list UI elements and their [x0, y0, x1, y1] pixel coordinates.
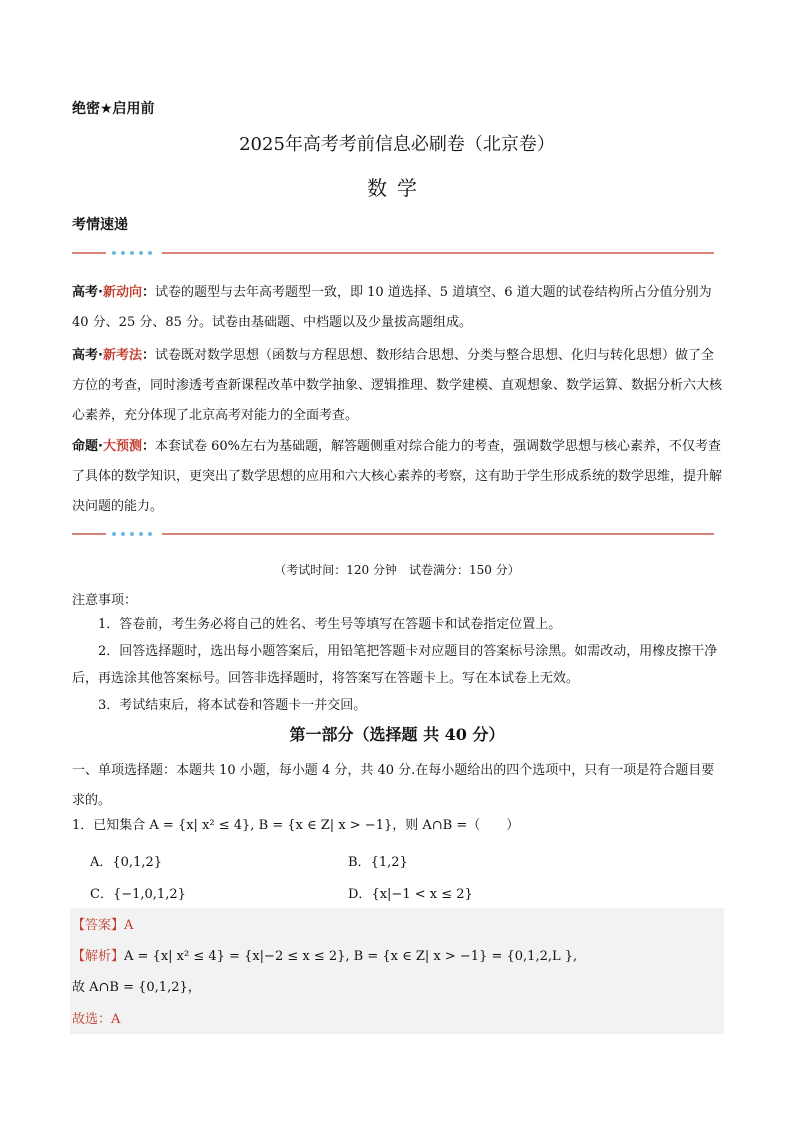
question-1-option-d: D．{x|−1 < x ≤ 2} [348, 887, 473, 902]
choose-line: 故选：A [72, 1012, 121, 1027]
question-1-stem: 1．已知集合 A = {x| x² ≤ 4}, B = {x ∈ Z| x > −1}，则 A∩B =（ ） [72, 818, 520, 833]
section-heading: 一、单项选择题：本题共 10 小题，每小题 4 分，共 40 分.在每小题给出的四个选项中，只有一项是符合题目要求的。 [72, 763, 715, 808]
answer-line: 【答案】A [72, 918, 134, 933]
subject-title: 数学 [367, 176, 427, 200]
notice-item-2: 2．回答选择题时，选出每小题答案后，用铅笔把答题卡对应题目的答案标号涂黑。如需改动，用橡皮擦干净后，再选涂其他答案标号。回答非选择题时，将答案写在答题卡上。写在本试卷上无效。 [72, 644, 718, 686]
decorative-divider-top [72, 246, 714, 260]
analysis-line: 【解析】A = {x| x² ≤ 4} = {x|−2 ≤ x ≤ 2}, B = {x ∈ Z| x > −1} = {0,1,2,L }, [72, 949, 578, 964]
exam-info: （考试时间：120 分钟 试卷满分：150 分） [274, 563, 520, 577]
question-1-option-c: C．{−1,0,1,2} [90, 887, 186, 902]
part-one-title: 第一部分（选择题 共 40 分） [289, 725, 505, 744]
question-1-option-b: B．{1,2} [348, 855, 408, 870]
notice-item-3: 3．考试结束后，将本试卷和答题卡一并交回。 [98, 698, 367, 713]
secret-label: 绝密★启用前 [72, 101, 155, 117]
question-1-option-a: A．{0,1,2} [90, 855, 163, 870]
notice-item-1: 1．答卷前，考生务必将自己的姓名、考生号等填写在答题卡和试卷指定位置上。 [98, 617, 562, 632]
answer-box [70, 908, 724, 1034]
notice-title: 注意事项： [72, 593, 138, 608]
page-title: 2025年高考考前信息必刷卷（北京卷） [239, 134, 555, 155]
conclusion-line: 故 A∩B = {0,1,2}， [72, 980, 201, 995]
overview-item-trend: 高考·新动向：试卷的题型与去年高考题型一致，即 10 道选择、5 道填空、6 道大题的试卷结构所占分值分别为 40 分、25 分、85 分。试卷由基础题、中档题以及少量拔高题组成。 [72, 285, 712, 330]
overview-heading: 考情速递 [72, 217, 128, 233]
overview-item-method: 高考·新考法：试卷既对数学思想（函数与方程思想、数形结合思想、分类与整合思想、化归与转化思想）做了全方位的考查，同时渗透考查新课程改革中数学抽象、逻辑推理、数学建模、直观想象、数学运算、数据分析六大核心素养，充分体现了北京高考对能力的全面考查。 [72, 348, 723, 423]
overview-item-prediction: 命题·大预测：本套试卷 60%左右为基础题，解答题侧重对综合能力的考查，强调数学思想与核心素养，不仅考查了具体的数学知识，更突出了数学思想的应用和六大核心素养的考察，这有助于学生形成系统的数学思维，提升解决问题的能力。 [72, 439, 723, 514]
decorative-divider-bottom [72, 527, 714, 541]
